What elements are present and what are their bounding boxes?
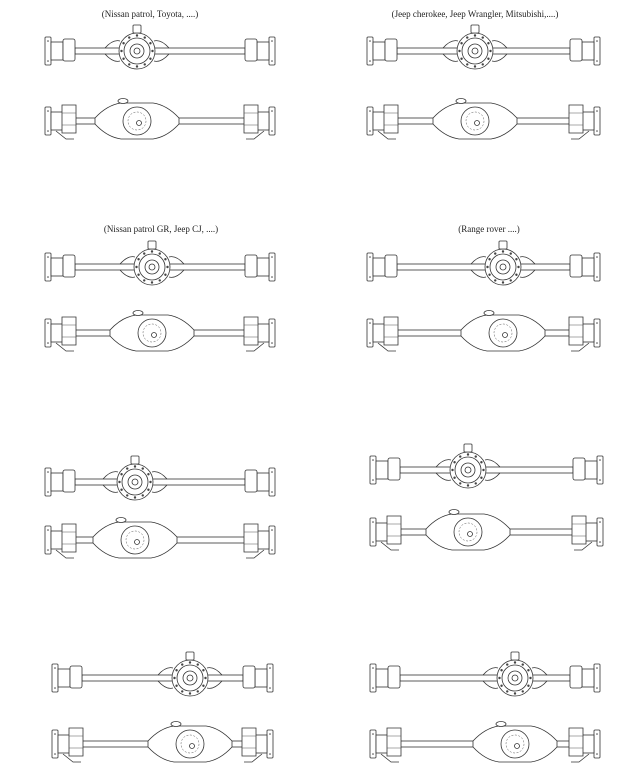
axle-set-7-front-axle (52, 652, 273, 696)
caption-nissan-gr-jeep-cj: (Nissan patrol GR, Jeep CJ, ....) (103, 224, 219, 234)
caption-nissan-toyota: (Nissan patrol, Toyota, ....) (101, 9, 199, 19)
axle-set-6-front-axle (370, 444, 603, 488)
axle-set-5-front-axle (45, 456, 275, 500)
axle-set-1-rear-axle (45, 99, 275, 140)
axle-set-7-rear-axle (52, 722, 273, 763)
axle-set-2-rear-axle (367, 99, 600, 140)
axle-set-8-rear-axle (370, 722, 600, 763)
axle-set-3-rear-axle (45, 311, 275, 352)
axle-set-8-front-axle (370, 652, 600, 696)
axle-set-3-front-axle (45, 241, 275, 285)
caption-jeep-mitsubishi: (Jeep cherokee, Jeep Wrangler, Mitsubishi,....) (391, 9, 559, 19)
caption-range-rover: (Range rover ....) (458, 224, 520, 234)
axle-set-5-rear-axle (45, 518, 275, 559)
axle-set-6-rear-axle (370, 510, 603, 551)
axle-set-2-front-axle (367, 25, 600, 69)
axle-set-1-front-axle (45, 25, 275, 69)
axle-set-4-rear-axle (367, 311, 600, 352)
axle-set-4-front-axle (367, 241, 600, 285)
